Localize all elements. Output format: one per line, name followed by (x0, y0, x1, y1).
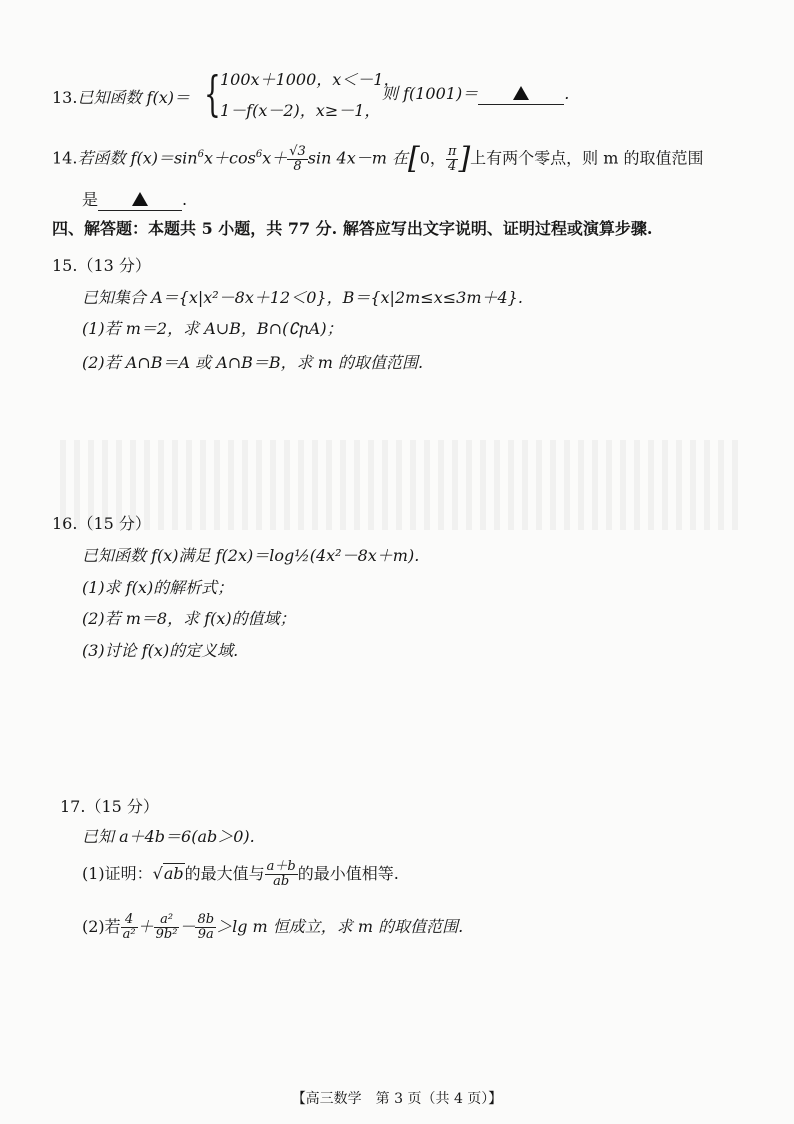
q17-frac-num: a＋b (266, 859, 296, 874)
q16-part-3: (3)讨论 f(x)的定义域. (82, 641, 239, 660)
q16-statement: 已知函数 f(x)满足 f(2x)＝log½(4x²－8x＋m). (82, 546, 420, 565)
q14-interval-start: 0， (419, 148, 446, 168)
q13-tail-line (382, 84, 569, 105)
q14-left-bracket: [ (407, 141, 420, 176)
q14-number: 14. (52, 148, 78, 168)
q17-f2-num: a² (154, 913, 180, 928)
q13-case-1: 100x＋1000，x＜－1， (220, 70, 400, 89)
page-footer: 【高三数学 第 3 页（共 4 页）】 (291, 1091, 503, 1107)
q17-plus: ＋ (137, 917, 154, 936)
q17-p1-b: 的最大值与 (184, 864, 265, 883)
q14-exp-a: 6 (197, 149, 204, 161)
q17-fraction-3 (195, 913, 216, 942)
q14-lead: 若函数 f(x)＝sin (77, 148, 198, 168)
q16-part-1: (1)求 f(x)的解析式； (82, 578, 234, 597)
q14-answer-blank[interactable] (98, 190, 182, 211)
q14-fraction-root3-over-8 (287, 145, 308, 174)
q17-fraction-1 (121, 913, 138, 942)
q17-p1-c: 的最小值相等. (297, 864, 399, 883)
q17-p2-b: ＞lg m 恒成立，求 m 的取值范围. (216, 917, 464, 936)
q14-exp-b: 6 (255, 149, 263, 161)
q17-statement: 已知 a＋4b＝6(ab＞0). (82, 827, 255, 846)
q17-part-1 (82, 860, 399, 889)
q14-rest: 上有两个零点，则 m 的取值范围 (470, 148, 704, 168)
q15-part-1: (1)若 m＝2，求 A∪B，B∩(∁ꞃA)； (82, 319, 343, 338)
q14-after: sin 4x－m 在 (307, 148, 408, 168)
q16-heading: 16.（15 分） (52, 514, 151, 533)
q14-pi: π (447, 143, 457, 159)
q17-frac-den: ab (273, 874, 290, 889)
q13-tail: 则 f(1001)＝ (382, 84, 479, 103)
q15-statement: 已知集合 A＝{x|x²－8x＋12＜0}，B＝{x|2m≤x≤3m＋4}. (82, 288, 523, 307)
q15-heading: 15.（13 分） (52, 256, 151, 275)
q13-number: 13. (52, 88, 78, 107)
q17-f1-num: 4 (121, 913, 138, 928)
triangle-marker-icon (513, 86, 529, 100)
q14-line2-end: . (182, 190, 188, 209)
q17-f3-den: 9a (197, 927, 214, 942)
q17-fraction-2 (154, 913, 180, 942)
q14-mid2: x＋ (262, 148, 288, 168)
q14-mid: x＋cos (203, 148, 256, 168)
q17-minus: － (179, 917, 196, 936)
q14-line-1 (52, 141, 704, 176)
q17-fraction-a-plus-b-over-ab (265, 860, 298, 889)
q14-line-2 (82, 190, 187, 211)
q14-frac-den: 8 (293, 158, 302, 174)
q17-f1-den: a² (122, 927, 136, 942)
q14-fraction-pi-over-4 (446, 145, 459, 174)
section-4-heading: 四、解答题：本题共 5 小题，共 77 分. 解答应写出文字说明、证明过程或演算步骤. (52, 219, 653, 238)
triangle-marker-icon (132, 192, 148, 206)
q17-heading: 17.（15 分） (60, 797, 159, 816)
q13-end: . (564, 84, 570, 103)
q13-case-2: 1－f(x－2)，x≥－1， (220, 101, 381, 120)
q14-line2-prefix: 是 (82, 190, 99, 209)
q14-right-bracket: ] (458, 141, 471, 176)
q17-part-2 (82, 913, 463, 942)
q17-sqrt-sign: √ (152, 864, 163, 883)
q17-sqrt-ab: ab (163, 864, 184, 883)
q13-lead: 已知函数 f(x)＝ (77, 88, 190, 107)
q14-frac-num: √3 (289, 143, 306, 159)
q17-f2-den: 9b² (155, 927, 178, 942)
q13-brace: { (204, 66, 221, 122)
q13-answer-blank[interactable] (478, 84, 564, 105)
scan-smudge (60, 440, 740, 530)
q17-f3-num: 8b (197, 912, 215, 927)
q14-four: 4 (448, 158, 457, 174)
q17-p2-a: (2)若 (82, 917, 121, 936)
q15-part-2: (2)若 A∩B＝A 或 A∩B＝B，求 m 的取值范围. (82, 353, 424, 372)
q13-line (52, 88, 190, 108)
q16-part-2: (2)若 m＝8，求 f(x)的值域； (82, 609, 296, 628)
q17-p1-a: (1)证明： (82, 864, 153, 883)
